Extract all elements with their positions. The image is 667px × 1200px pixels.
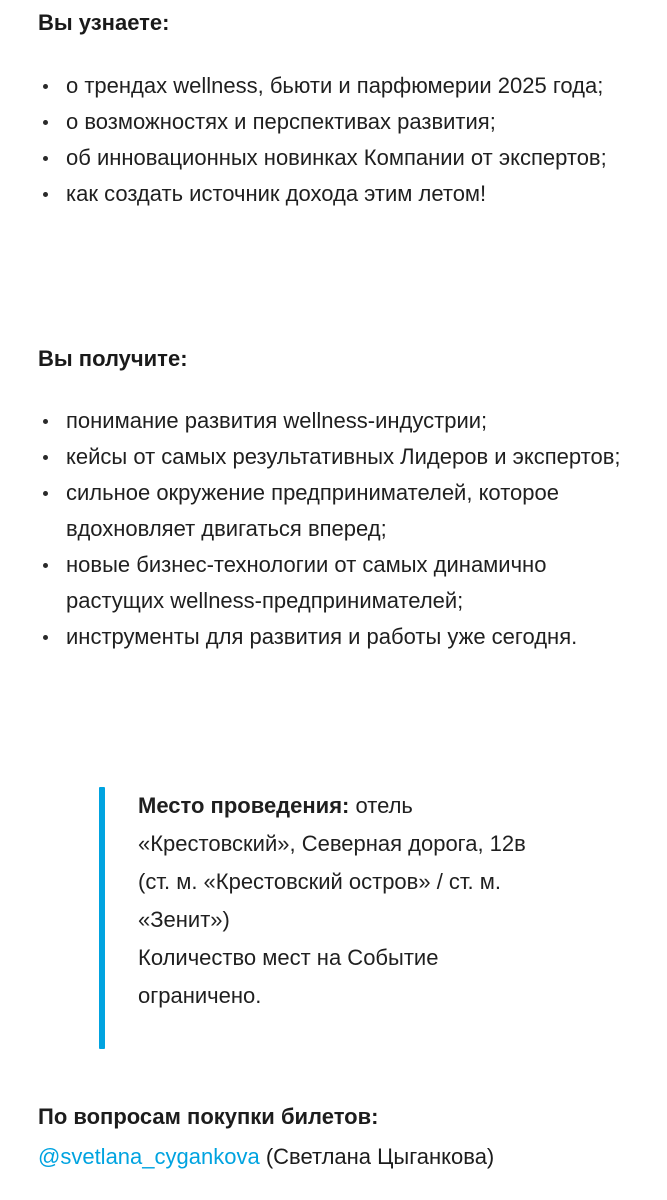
bullet-icon [43,192,48,197]
receive-section-title: Вы получите: [38,346,188,371]
bullet-icon [43,563,48,568]
bullet-icon [43,455,48,460]
list-item-text: кейсы от самых результативных Лидеров и экспертов; [66,444,621,469]
bullet-icon [43,84,48,89]
venue-label: Место проведения: [138,793,350,818]
list-item-text: новые бизнес-технологии от самых динамично растущих wellness-предпринимателей; [66,552,547,613]
list-item [38,547,628,619]
list-item [38,403,628,439]
list-item-text: сильное окружение предпринимателей, которое вдохновляет двигаться вперед; [66,480,559,541]
venue-info-box [99,787,569,1049]
list-item-text: об инновационных новинках Компании от экспертов; [66,145,607,170]
contact-title: По вопросам покупки билетов: [38,1104,379,1129]
list-item [38,176,628,212]
venue-address: отель «Крестовский», Северная дорога, 12в (ст. м. «Крестовский остров» / ст. м. «Зенит») [138,793,526,932]
learn-section-title: Вы узнаете: [38,10,170,35]
contact-handle-link[interactable]: @svetlana_cygankova [38,1144,260,1169]
bullet-icon [43,491,48,496]
venue-accent-bar [99,787,105,1049]
list-item [38,619,628,655]
list-item [38,439,628,475]
list-item-text: как создать источник дохода этим летом! [66,181,487,206]
learn-list [38,68,628,212]
contact-block [38,1097,638,1177]
list-item-text: о трендах wellness, бьюти и парфюмерии 2025 года; [66,73,604,98]
bullet-icon [43,419,48,424]
contact-name: (Светлана Цыганкова) [265,1144,495,1169]
list-item-text: инструменты для развития и работы уже сегодня. [66,624,578,649]
venue-note: Количество мест на Событие ограничено. [138,945,439,1008]
bullet-icon [43,120,48,125]
list-item-text: о возможностях и перспективах развития; [66,109,496,134]
receive-list [38,403,628,655]
list-item [38,140,628,176]
bullet-icon [43,156,48,161]
bullet-icon [43,635,48,640]
list-item [38,104,628,140]
list-item-text: понимание развития wellness-индустрии; [66,408,488,433]
venue-text [138,787,558,1015]
list-item [38,475,628,547]
list-item [38,68,628,104]
